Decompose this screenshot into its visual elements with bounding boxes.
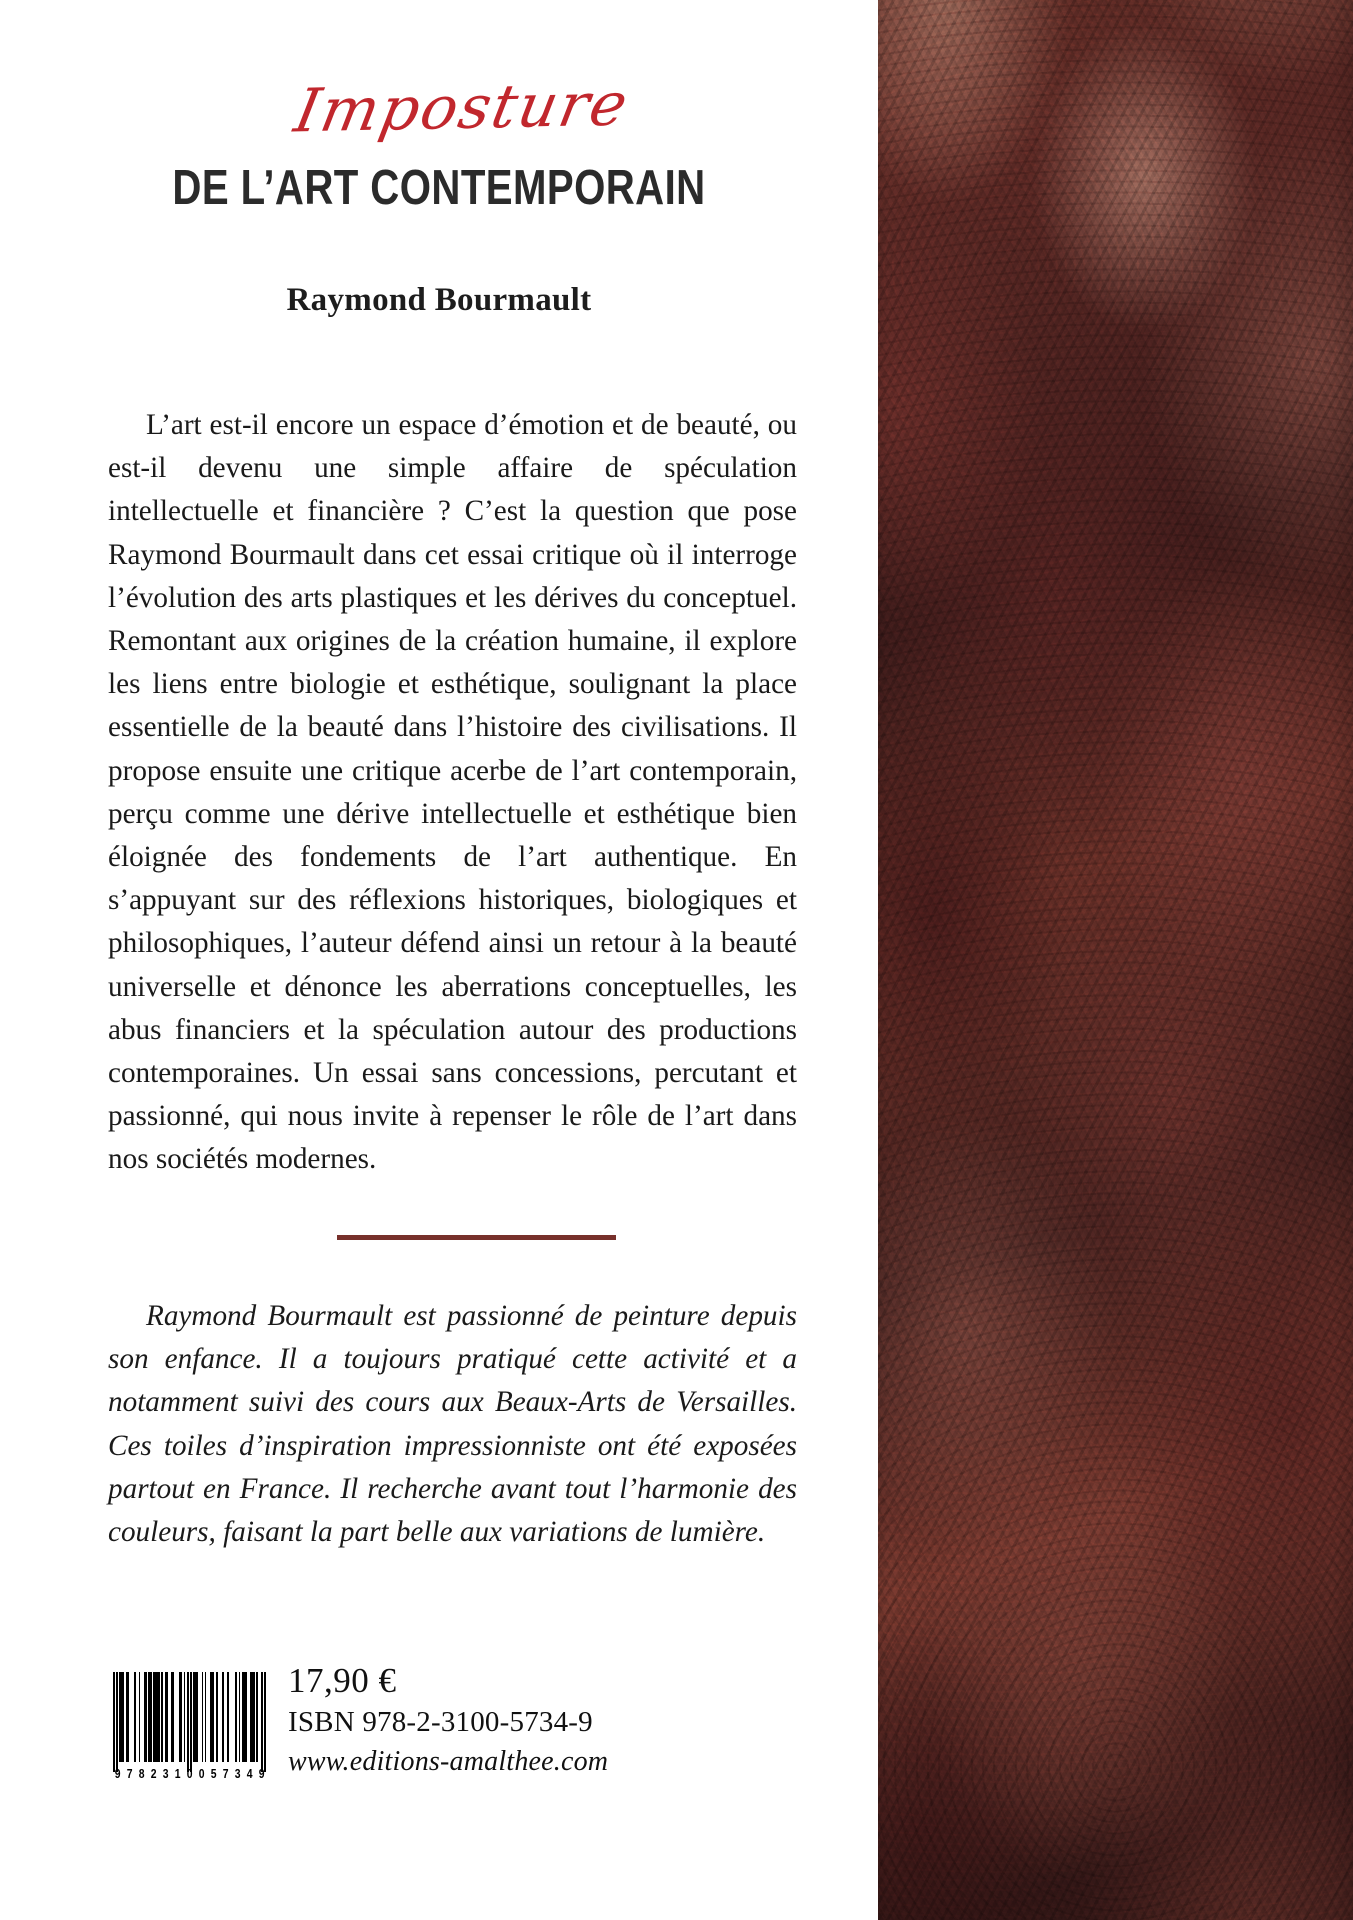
price-label: 17,90 € — [288, 1661, 397, 1700]
spine-texture-image — [878, 0, 1353, 1920]
barcode-digits: 9 7 8 2 3 1 0 0 5 7 3 4 9 — [114, 1765, 265, 1781]
blurb-paragraph: L’art est-il encore un espace d’émotion et de beauté, ou est-il devenu une simple affaire de spéculation intellectuelle et financière ? C’est la question que pose Raymond Bourmault dans cet essai critique où il interroge l’évolution des arts plastiques et les dérives du conceptuel. Remontant aux origines de la création humaine, il explore les liens entre biologie et esthétique, soulignant la place essentielle de la beauté dans l’histoire des civilisations. Il propose ensuite une critique acerbe de l’art contemporain, perçu comme une dérive intellectuelle et esthétique bien éloignée des fondements de l’art authentique. En s’appuyant sur des réflexions historiques, biologiques et philosophiques, l’auteur défend ainsi un retour à la beauté universelle et dénonce les aberrations conceptuelles, les abus financiers et la spéculation autour des productions contemporaines. Un essai sans concessions, percutant et passionné, qui nous invite à repenser le rôle de l’art dans nos sociétés modernes. — [108, 409, 797, 1176]
footer-block — [0, 1660, 878, 1840]
publication-info — [288, 1660, 808, 1782]
section-divider — [337, 1235, 616, 1240]
barcode-bars — [113, 1672, 266, 1762]
author-name: Raymond Bourmault — [286, 282, 592, 318]
isbn-label: ISBN 978-2-3100-5734-9 — [288, 1706, 593, 1738]
spine-texture-vignette — [878, 0, 1353, 1920]
page-title: DE L’ART CONTEMPORAIN — [172, 161, 706, 215]
publisher-website[interactable]: www.editions-amalthee.com — [288, 1746, 609, 1777]
title-block — [0, 69, 878, 319]
barcode — [113, 1672, 266, 1782]
title-script-word: Imposture — [289, 69, 635, 147]
author-bio-paragraph: Raymond Bourmault est passionné de peinture depuis son enfance. Il a toujours pratiqué cette activité et a notamment suivi des cours aux Beaux-Arts de Versailles. Ces toiles d’inspiration impressionniste ont été exposées partout en France. Il recherche avant tout l’harmonie des couleurs, faisant la part belle aux variations de lumière. — [108, 1300, 797, 1549]
